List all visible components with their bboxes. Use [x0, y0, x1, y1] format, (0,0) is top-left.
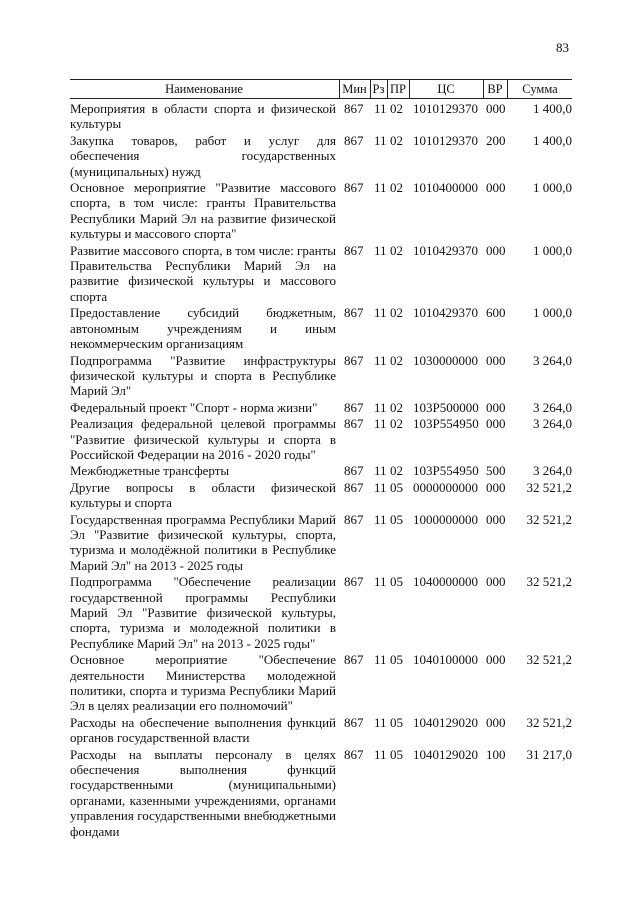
row-cs: 1010429370: [413, 305, 478, 321]
row-name: Межбюджетные трансферты: [70, 463, 230, 479]
row-vr: 000: [486, 101, 506, 116]
row-sum: 32 521,2: [526, 714, 572, 730]
row-sum: 1 000,0: [533, 242, 572, 258]
row-cs: 1010400000: [413, 180, 478, 196]
row-sum: 1 400,0: [533, 101, 572, 116]
row-cs: 103P554950: [413, 463, 479, 479]
row-vr: 000: [486, 714, 506, 730]
row-cs: 1040100000: [413, 652, 478, 668]
row-cs: 1030000000: [413, 352, 478, 368]
row-name: Основное мероприятие "Обеспечение деятельности Министерства молодежной политики, спорта и туризма Республики Марий Эл в целях реализации его полномочий": [70, 652, 336, 714]
row-rz: 11: [374, 574, 387, 590]
header-min: Мин: [342, 82, 367, 96]
row-vr: 200: [486, 132, 506, 148]
row-min: 867: [344, 714, 364, 730]
row-rz: 11: [374, 305, 387, 321]
row-sum: 3 264,0: [533, 463, 572, 479]
row-vr: 500: [486, 463, 506, 479]
row-pr: 02: [390, 305, 403, 321]
table-row: [70, 652, 572, 714]
row-rz: 11: [374, 180, 387, 196]
row-name: Расходы на обеспечение выполнения функций органов государственной власти: [70, 714, 336, 746]
row-rz: 11: [374, 714, 387, 730]
row-cs: 1040129020: [413, 714, 478, 730]
row-min: 867: [344, 574, 364, 590]
table-row: [70, 353, 572, 399]
table-row: [70, 715, 572, 746]
row-pr: 02: [390, 101, 403, 116]
page-number: 83: [556, 40, 569, 55]
row-cs: 1000000000: [413, 511, 478, 527]
row-rz: 11: [374, 101, 387, 116]
table-row: [70, 416, 572, 462]
row-pr: 05: [390, 746, 403, 762]
table-body: [70, 101, 572, 840]
row-min: 867: [344, 746, 364, 762]
table-row: [70, 463, 572, 478]
row-pr: 02: [390, 463, 403, 479]
table-row: [70, 133, 572, 179]
row-cs: 1040000000: [413, 574, 478, 590]
row-vr: 000: [486, 180, 506, 196]
row-min: 867: [344, 511, 364, 527]
row-rz: 11: [374, 352, 387, 368]
header-pr: ПР: [390, 82, 406, 96]
row-rz: 11: [374, 399, 387, 415]
row-sum: 3 264,0: [533, 352, 572, 368]
row-sum: 32 521,2: [526, 574, 572, 590]
row-vr: 000: [486, 574, 506, 590]
table-row: [70, 101, 572, 132]
row-pr: 02: [390, 180, 403, 196]
row-rz: 11: [374, 463, 387, 479]
table-row: [70, 180, 572, 242]
row-name: Подпрограмма "Развитие инфраструктуры физической культуры и спорта в Республике Марий Эл": [70, 352, 336, 399]
row-sum: 31 217,0: [526, 746, 572, 762]
row-pr: 02: [390, 242, 403, 258]
row-min: 867: [344, 479, 364, 495]
row-sum: 1 000,0: [533, 305, 572, 321]
table-row: [70, 512, 572, 574]
row-vr: 600: [486, 305, 506, 321]
row-vr: 100: [486, 746, 506, 762]
table-row: [70, 747, 572, 839]
row-sum: 1 400,0: [533, 132, 572, 148]
table-row: [70, 400, 572, 415]
row-pr: 05: [390, 479, 403, 495]
table-row: [70, 305, 572, 351]
table-header: [70, 79, 572, 99]
table-row: [70, 243, 572, 305]
row-vr: 000: [486, 479, 506, 495]
table-row: [70, 480, 572, 511]
row-cs: 0000000000: [413, 479, 478, 495]
row-name: Предоставление субсидий бюджетным, автономным учреждениям и иным некоммерческим организациям: [70, 305, 336, 352]
row-cs: 103P500000: [413, 399, 479, 415]
row-sum: 32 521,2: [526, 652, 572, 668]
header-sum: Сумма: [522, 82, 558, 96]
row-sum: 32 521,2: [526, 479, 572, 495]
row-rz: 11: [374, 416, 387, 432]
row-pr: 05: [390, 714, 403, 730]
row-cs: 1010429370: [413, 242, 478, 258]
row-vr: 000: [486, 242, 506, 258]
row-rz: 11: [374, 511, 387, 527]
row-min: 867: [344, 652, 364, 668]
row-vr: 000: [486, 352, 506, 368]
row-name: Мероприятия в области спорта и физической культуры: [70, 101, 336, 132]
row-rz: 11: [374, 132, 387, 148]
row-vr: 000: [486, 511, 506, 527]
header-rz: Рз: [372, 82, 385, 96]
row-rz: 11: [374, 242, 387, 258]
row-vr: 000: [486, 652, 506, 668]
row-cs: 1010129370: [413, 101, 478, 116]
row-min: 867: [344, 101, 364, 116]
row-pr: 02: [390, 416, 403, 432]
row-name: Реализация федеральной целевой программы "Развитие физической культуры и спорта в Российской Федерации на 2016 - 2020 годы": [70, 416, 336, 462]
header-name: Наименование: [165, 82, 243, 96]
row-cs: 1010129370: [413, 132, 478, 148]
row-pr: 02: [390, 399, 403, 415]
row-rz: 11: [374, 479, 387, 495]
row-min: 867: [344, 180, 364, 196]
header-vr: ВР: [487, 82, 503, 96]
row-name: Закупка товаров, работ и услуг для обеспечения государственных (муниципальных) нужд: [70, 132, 336, 179]
row-sum: 32 521,2: [526, 511, 572, 527]
row-min: 867: [344, 399, 364, 415]
row-sum: 1 000,0: [533, 180, 572, 196]
table-row: [70, 574, 572, 651]
row-vr: 000: [486, 399, 506, 415]
row-rz: 11: [374, 746, 387, 762]
row-min: 867: [344, 242, 364, 258]
header-cs: ЦС: [437, 82, 455, 96]
row-vr: 000: [486, 416, 506, 432]
row-name: Расходы на выплаты персоналу в целях обеспечения выполнения функций государственными (муниципальными) органами, казенными учреждениями, органами управления государственными внебюджетными фондами: [70, 746, 336, 839]
row-name: Другие вопросы в области физической культуры и спорта: [70, 479, 336, 511]
row-min: 867: [344, 416, 364, 432]
row-rz: 11: [374, 652, 387, 668]
row-min: 867: [344, 132, 364, 148]
row-min: 867: [344, 463, 364, 479]
row-name: Подпрограмма "Обеспечение реализации государственной программы Республики Марий Эл "Развитие физической культуры, спорта, туризма и молодежной политики в Республике Марий Эл" на 2013 - 2025 годы": [70, 574, 336, 651]
row-min: 867: [344, 305, 364, 321]
row-pr: 02: [390, 132, 403, 148]
row-name: Государственная программа Республики Марий Эл "Развитие физической культуры, спорта, туризма и молодёжной политики в Республике Марий Эл" на 2013 - 2025 годы: [70, 511, 336, 573]
row-cs: 1040129020: [413, 746, 478, 762]
row-pr: 05: [390, 511, 403, 527]
row-min: 867: [344, 352, 364, 368]
row-pr: 05: [390, 574, 403, 590]
row-pr: 05: [390, 652, 403, 668]
row-name: Основное мероприятие "Развитие массового спорта, в том числе: гранты Правительства Республики Марий Эл на развитие физической культуры и массового спорта": [70, 180, 336, 242]
row-name: Федеральный проект "Спорт - норма жизни": [70, 399, 318, 415]
row-cs: 103P554950: [413, 416, 479, 432]
row-pr: 02: [390, 352, 403, 368]
row-name: Развитие массового спорта, в том числе: гранты Правительства Республики Марий Эл на развитие физической культуры и массового спорта: [70, 242, 336, 304]
row-sum: 3 264,0: [533, 416, 572, 432]
row-sum: 3 264,0: [533, 399, 572, 415]
